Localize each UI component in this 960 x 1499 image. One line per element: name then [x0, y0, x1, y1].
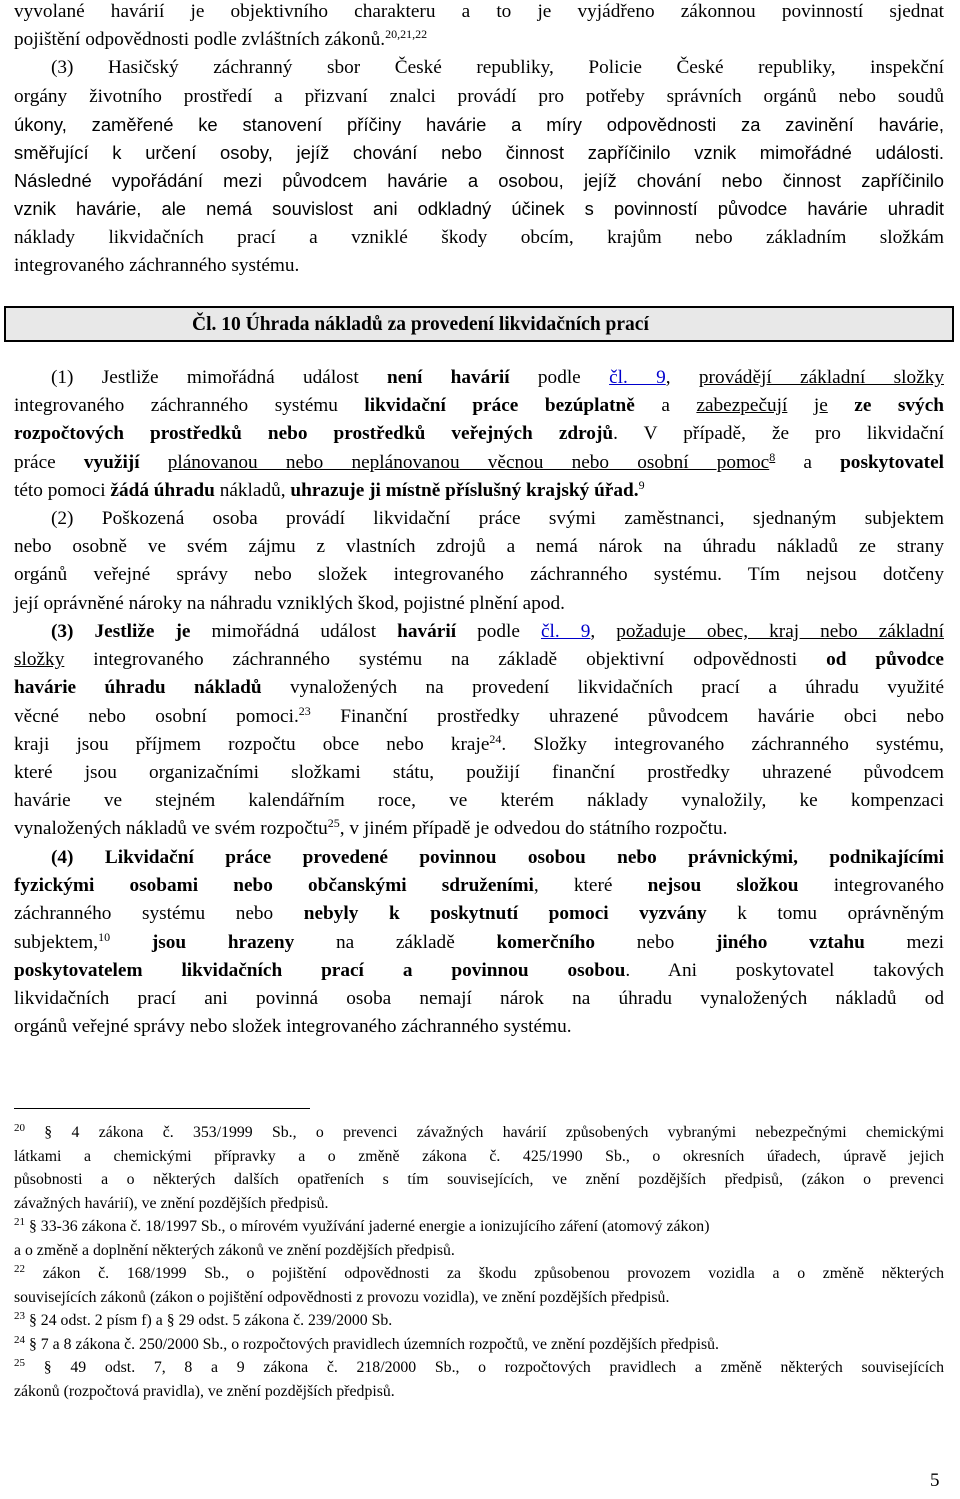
- text-line: Následné vypořádání mezi původcem havárie a osobou, jejíž chování nebo činnost zapříčinilo: [14, 170, 944, 192]
- footnote-line: látkami a chemickými přípravky a o změně zákona č. 425/1990 Sb., o okresních úřadech, úpravě jejich: [14, 1147, 944, 1165]
- text-line: záchranného systému nebo nebyly k poskytnutí pomoci vyzvány k tomu oprávněným: [14, 903, 944, 925]
- text-line: kraji jsou příjmem rozpočtu obce nebo kraje$^{24}$. Složky integrovaného záchranného systému,: [14, 731, 945, 755]
- footnote-line: $^{20}$ § 4 zákona č. 353/1999 Sb., o prevenci závažných havárií způsobených vybranými nebezpečnými chemickými: [14, 1122, 945, 1141]
- text-line: poskytovatelem likvidačních prací a povinnou osobou. Ani poskytovatel takových: [14, 959, 944, 981]
- footnote-ref: 20,21,22: [385, 27, 428, 42]
- footnote-line: $^{22}$ zákon č. 168/1999 Sb., o pojištění odpovědnosti za škodu způsobenou provozem vozidla a o změně některých: [14, 1263, 945, 1282]
- footnotes: [14, 1121, 944, 1403]
- text-line: její oprávněné nároky na náhradu vzniklých škod, pojistné plnění apod.: [14, 592, 565, 614]
- text-line: havárie ve stejném kalendářním roce, ve kterém náklady vynaložily, ke kompenzaci: [14, 790, 944, 812]
- text-line: (4) Likvidační práce provedené povinnou osobou nebo právnickými, podnikajícími: [51, 847, 944, 868]
- paragraph-2: [14, 505, 944, 618]
- text-line: havárie úhradu nákladů vynaložených na provedení likvidačních prací a úhradu využité: [14, 677, 945, 699]
- text-line: úkony, zaměřené ke stanovení příčiny havárie a míry odpovědnosti za zavinění havárie,: [14, 113, 944, 135]
- text-line: práce využijí plánovanou nebo neplánovanou věcnou nebo osobní pomoc$^8$ a poskytovatel: [14, 449, 944, 473]
- text-line: likvidačních prací ani povinná osoba nemají nárok na úhradu vynaložených nákladů od: [14, 987, 944, 1009]
- footnote-ref: 25: [327, 816, 340, 831]
- text-line: této pomoci žádá úhradu nákladů, uhrazuje ji místně příslušný krajský úřad.$^9$: [14, 477, 645, 501]
- text-line: složky integrovaného záchranného systému na základě objektivní odpovědnosti od původce: [14, 649, 944, 671]
- text-line: náklady likvidačních prací a vzniklé škody obcím, krajům nebo základním složkám: [14, 226, 944, 248]
- footnote-line: souvisejících zákonů (zákon o pojištění odpovědnosti z provozu vozidla), ve znění pozdějších předpisů.: [14, 1288, 670, 1306]
- paragraph-4: [14, 844, 944, 1041]
- text-line: integrovaného záchranného systému.: [14, 254, 300, 276]
- text-line: orgánů veřejné správy nebo složek integrovaného záchranného systému. Tím nejsou dotčeny: [14, 564, 944, 586]
- text-line: (2) Poškozená osoba provádí likvidační práce svými zaměstnanci, sjednaným subjektem: [51, 508, 944, 529]
- paragraph-1: [14, 364, 944, 505]
- paragraph-3: [14, 618, 944, 844]
- text-line: které jsou organizačními složkami státu, použijí finanční prostředky uhrazené původcem: [14, 761, 944, 783]
- footnote-separator: [14, 1108, 310, 1109]
- text-line: směřující k určení osoby, jejíž chování nebo činnost zapříčinilo vznik mimořádné události.: [14, 141, 944, 163]
- footnote-ref: 10: [98, 929, 111, 944]
- footnote-ref: 9: [638, 477, 645, 492]
- footnote-line: závažných havárií), ve znění pozdějších předpisů.: [14, 1194, 329, 1212]
- footnote-line: působnosti a o některých dalších opatřeních s tím souvisejících, ve znění pozdějších předpisů, (zákon o prevenci: [14, 1171, 944, 1188]
- text-line: věcné nebo osobní pomoci.$^{23}$ Finanční prostředky uhrazené původcem havárie obci nebo: [14, 703, 944, 727]
- footnote-line: $^{24}$ § 7 a 8 zákona č. 250/2000 Sb., o rozpočtových pravidlech územních rozpočtů, ve znění pozdějších předpisů.: [14, 1333, 719, 1353]
- link-cl-9[interactable]: čl. 9: [609, 367, 666, 388]
- text-line: pojištění odpovědnosti podle zvláštních zákonů.$^{20,21,22}$: [14, 27, 428, 51]
- footnote-line: a o změně a doplnění některých zákonů ve znění pozdějších předpisů.: [14, 1241, 455, 1259]
- article-heading: Čl. 10 Úhrada nákladů za provedení likvidačních prací: [192, 314, 649, 335]
- footnote-line: $^{21}$ § 33-36 zákona č. 18/1997 Sb., o mírovém využívání jaderné energie a ionizujícího záření (atomový zákon): [14, 1216, 710, 1235]
- article-heading-box: [4, 306, 954, 342]
- footnote-line: $^{25}$ § 49 odst. 7, 8 a 9 zákona č. 218/2000 Sb., o rozpočtových pravidlech a změně některých souvisejících: [14, 1357, 945, 1376]
- footnote-ref: 8: [769, 449, 776, 464]
- text-line: vynaložených nákladů ve svém rozpočtu$^{25}$, v jiném případě je odvedou do státního rozpočtu.: [14, 816, 728, 840]
- text-line: (1) Jestliže mimořádná událost není havárií podle čl. 9, provádějí základní složky: [51, 367, 944, 388]
- text-line: nebo osobně ve svém zájmu z vlastních zdrojů a nemá nárok na úhradu nákladů ze strany: [14, 536, 944, 558]
- text-line: orgánů veřejné správy nebo složek integrovaného záchranného systému.: [14, 1016, 572, 1038]
- text-line: orgány životního prostředí a přizvaní znalci provádí pro potřeby správních orgánů nebo soudů: [14, 85, 944, 107]
- footnote-ref: 23: [298, 703, 311, 718]
- page-number: 5: [930, 1470, 940, 1491]
- text-line: integrovaného záchranného systému likvidační práce bezúplatně a zabezpečují je ze svých: [14, 395, 944, 417]
- footnote-ref: 24: [489, 731, 502, 746]
- link-cl-9[interactable]: čl. 9: [540, 621, 591, 642]
- text-line: (3) Hasičský záchranný sbor České republiky, Policie České republiky, inspekční: [51, 57, 944, 79]
- text-line: rozpočtových prostředků nebo prostředků veřejných zdrojů. V případě, že pro likvidační: [14, 423, 944, 445]
- text-line: vznik havárie, ale nemá souvislost ani odkladný účinek s povinností původce havárie uhradit: [14, 198, 944, 220]
- text-line: subjektem,$^{10}$ jsou hrazeny na základě komerčního nebo jiného vztahu mezi: [14, 929, 945, 953]
- text-line: vyvolané havárií je objektivního charakteru a to je vyjádřeno zákonnou povinností sjednat: [14, 1, 944, 22]
- footnote-line: $^{23}$ § 24 odst. 2 písm f) a § 29 odst. 5 zákona č. 239/2000 Sb.: [14, 1310, 393, 1329]
- body-top: [14, 0, 944, 280]
- text-line: fyzickými osobami nebo občanskými sdruženími, které nejsou složkou integrovaného: [14, 875, 944, 897]
- footnote-line: zákonů (rozpočtová pravidla), ve znění pozdějších předpisů.: [14, 1382, 395, 1400]
- text-line: (3) Jestliže je mimořádná událost havárií podle čl. 9, požaduje obec, kraj nebo základní: [51, 621, 944, 642]
